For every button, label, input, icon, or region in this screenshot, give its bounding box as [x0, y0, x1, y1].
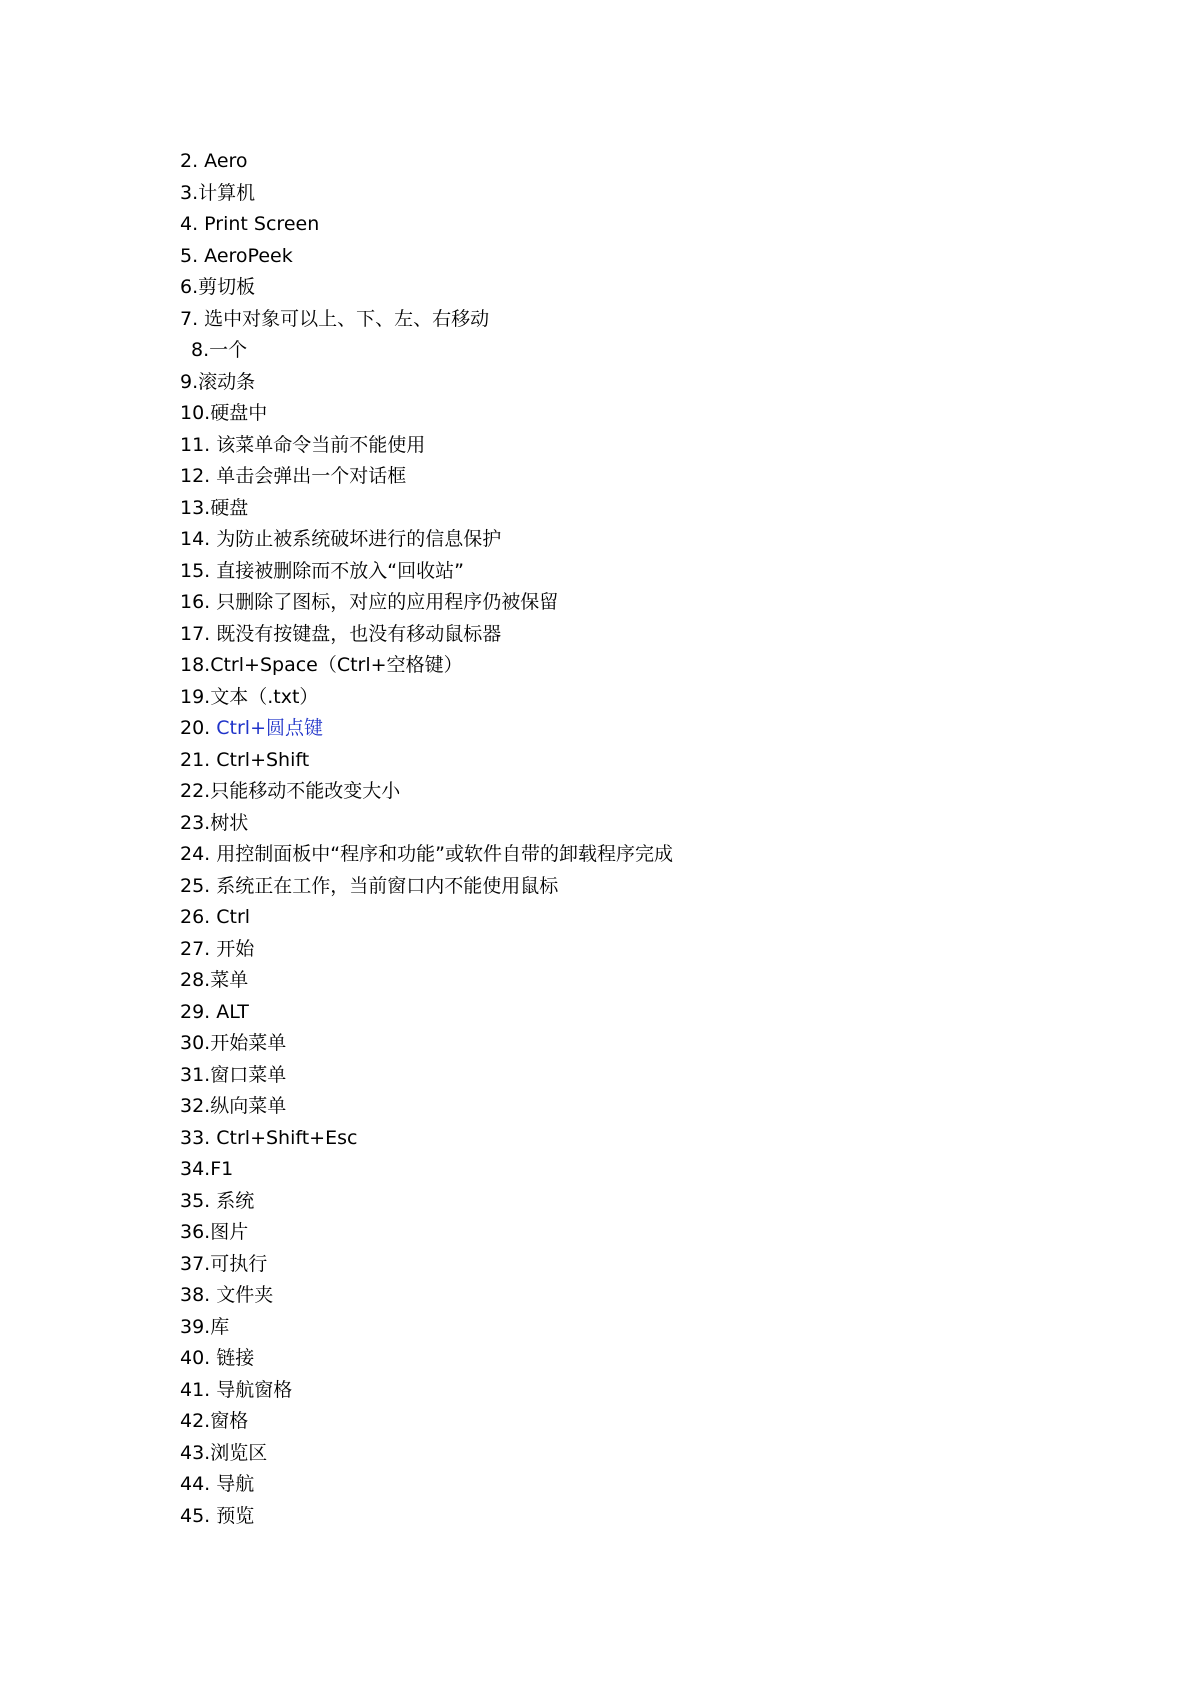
answer-line: 16. 只删除了图标，对应的应用程序仍被保留	[180, 591, 559, 613]
answer-line: 11. 该菜单命令当前不能使用	[180, 433, 426, 456]
answer-line: 3.计算机	[180, 181, 256, 204]
answer-line: 39.库	[180, 1315, 230, 1338]
answer-line: 35. 系统	[180, 1189, 255, 1212]
answer-line: 18.Ctrl+Space（Ctrl+空格键）	[180, 654, 463, 676]
answer-line: 28.菜单	[180, 969, 249, 991]
answer-line: 12. 单击会弹出一个对话框	[180, 465, 407, 487]
answer-line: 17. 既没有按键盘，也没有移动鼠标器	[180, 622, 502, 645]
answer-line: 19.文本（.txt）	[180, 685, 319, 708]
answer-line: 8.一个	[191, 339, 248, 361]
answer-line: 45. 预览	[180, 1504, 255, 1527]
answer-line: 44. 导航	[180, 1473, 255, 1495]
answer-line: 30.开始菜单	[180, 1032, 287, 1054]
answer-line: 2. Aero	[180, 150, 248, 172]
answer-line-highlighted	[180, 713, 673, 745]
answer-line: 15. 直接被删除而不放入“回收站”	[180, 559, 464, 582]
answer-line: 5. AeroPeek	[180, 244, 293, 267]
answer-line: 13.硬盘	[180, 496, 249, 519]
answer-line: 14. 为防止被系统破坏进行的信息保护	[180, 528, 502, 550]
answer-line: 4. Print Screen	[180, 213, 320, 235]
answer-line: 43.浏览区	[180, 1441, 268, 1464]
answer-line: 29. ALT	[180, 1000, 249, 1023]
answer-line: 40. 链接	[180, 1347, 255, 1369]
answer-line: 27. 开始	[180, 937, 255, 960]
answer-line: 23.树状	[180, 811, 249, 834]
answer-line: 7. 选中对象可以上、下、左、右移动	[180, 307, 490, 330]
answer-line: 21. Ctrl+Shift	[180, 748, 310, 771]
answer-line: 9.滚动条	[180, 370, 256, 393]
answer-line: 34.F1	[180, 1158, 234, 1180]
answer-list	[180, 146, 673, 1532]
answer-line: 25. 系统正在工作，当前窗口内不能使用鼠标	[180, 874, 559, 897]
answer-line: 24. 用控制面板中“程序和功能”或软件自带的卸载程序完成	[180, 843, 673, 865]
answer-line: 32.纵向菜单	[180, 1095, 287, 1117]
answer-line: 31.窗口菜单	[180, 1063, 287, 1086]
answer-line: 37.可执行	[180, 1252, 268, 1275]
answer-line: 42.窗格	[180, 1410, 249, 1432]
answer-line: 6.剪切板	[180, 276, 256, 298]
answer-line: 41. 导航窗格	[180, 1378, 293, 1401]
answer-text-highlighted: Ctrl+圆点键	[216, 717, 323, 739]
answer-number: 20.	[180, 717, 217, 739]
answer-line: 38. 文件夹	[180, 1284, 274, 1306]
answer-line: 22.只能移动不能改变大小	[180, 780, 401, 802]
answer-line: 36.图片	[180, 1221, 249, 1243]
answer-line: 10.硬盘中	[180, 402, 268, 424]
answer-line: 26. Ctrl	[180, 906, 251, 928]
answer-line: 33. Ctrl+Shift+Esc	[180, 1126, 358, 1149]
